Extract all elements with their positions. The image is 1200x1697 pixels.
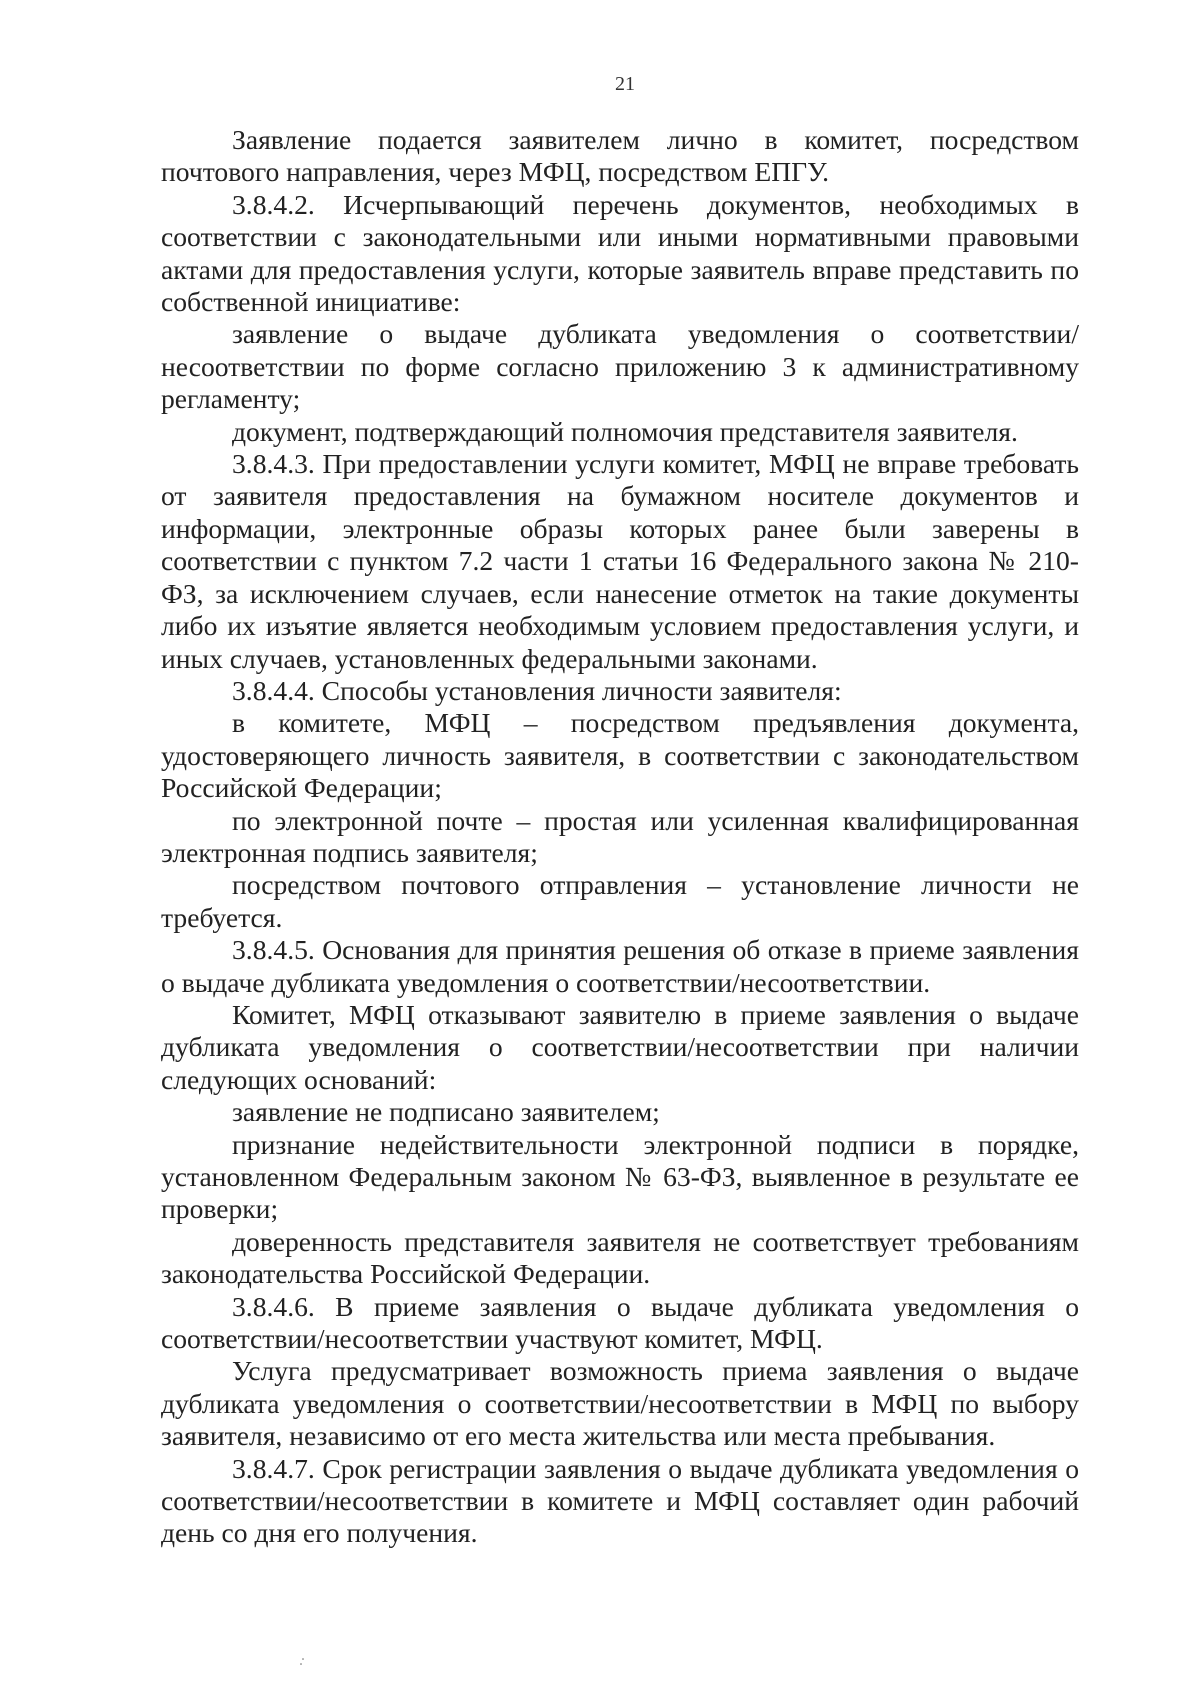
document-body xyxy=(161,124,1079,1550)
paragraph: по электронной почте – простая или усиленная квалифицированная электронная подпись заявителя; xyxy=(161,804,1079,868)
paragraph: признание недействительности электронной подписи в порядке, установленном Федеральным законом № 63-ФЗ, выявленное в результате ее проверки; xyxy=(161,1128,1079,1225)
paragraph: Комитет, МФЦ отказывают заявителю в приеме заявления о выдаче дубликата уведомления о соответствии/несоответствии при наличии следующих оснований: xyxy=(161,998,1079,1095)
paragraph: 3.8.4.3. При предоставлении услуги комитет, МФЦ не вправе требовать от заявителя предоставления на бумажном носителе документов и информации, электронные образы которых ранее были заверены в соответствии с пунктом 7.2 части 1 статьи 16 Федерального закона № 210-ФЗ, за исключением случаев, если нанесение отметок на такие документы либо их изъятие является необходимым условием предоставления услуги, и иных случаев, установленных федеральными законами. xyxy=(161,448,1079,674)
scan-mark xyxy=(299,1657,305,1667)
paragraph: заявление о выдаче дубликата уведомления о соответствии/несоответствии по форме согласно приложению 3 к административному регламенту; xyxy=(161,318,1079,415)
paragraph: Услуга предусматривает возможность приема заявления о выдаче дубликата уведомления о соответствии/несоответствии в МФЦ по выбору заявителя, независимо от его места жительства или места пребывания. xyxy=(161,1355,1079,1452)
paragraph: доверенность представителя заявителя не соответствует требованиям законодательства Российской Федерации. xyxy=(161,1225,1079,1290)
paragraph: заявление не подписано заявителем; xyxy=(232,1096,660,1128)
paragraph: Заявление подается заявителем лично в комитет, посредством почтового направления, через МФЦ, посредством ЕПГУ. xyxy=(161,124,1079,188)
paragraph: 3.8.4.7. Срок регистрации заявления о выдаче дубликата уведомления о соответствии/несоответствии в комитете и МФЦ составляет один рабочий день со дня его получения. xyxy=(161,1452,1079,1549)
paragraph: 3.8.4.4. Способы установления личности заявителя: xyxy=(232,674,842,706)
paragraph: в комитете, МФЦ – посредством предъявления документа, удостоверяющего личность заявителя, в соответствии с законодательством Российской Федерации; xyxy=(161,707,1079,804)
paragraph: 3.8.4.2. Исчерпывающий перечень документов, необходимых в соответствии с законодательными или иными нормативными правовыми актами для предоставления услуги, которые заявитель вправе представить по собственной инициативе: xyxy=(161,188,1079,318)
paragraph: 3.8.4.5. Основания для принятия решения об отказе в приеме заявления о выдаче дубликата уведомления о соответствии/несоответствии. xyxy=(161,934,1079,998)
paragraph: 3.8.4.6. В приеме заявления о выдаче дубликата уведомления о соответствии/несоответствии участвуют комитет, МФЦ. xyxy=(161,1290,1079,1355)
paragraph: посредством почтового отправления – установление личности не требуется. xyxy=(161,869,1079,933)
paragraph: документ, подтверждающий полномочия представителя заявителя. xyxy=(232,415,1018,447)
page-number: 21 xyxy=(615,73,635,95)
